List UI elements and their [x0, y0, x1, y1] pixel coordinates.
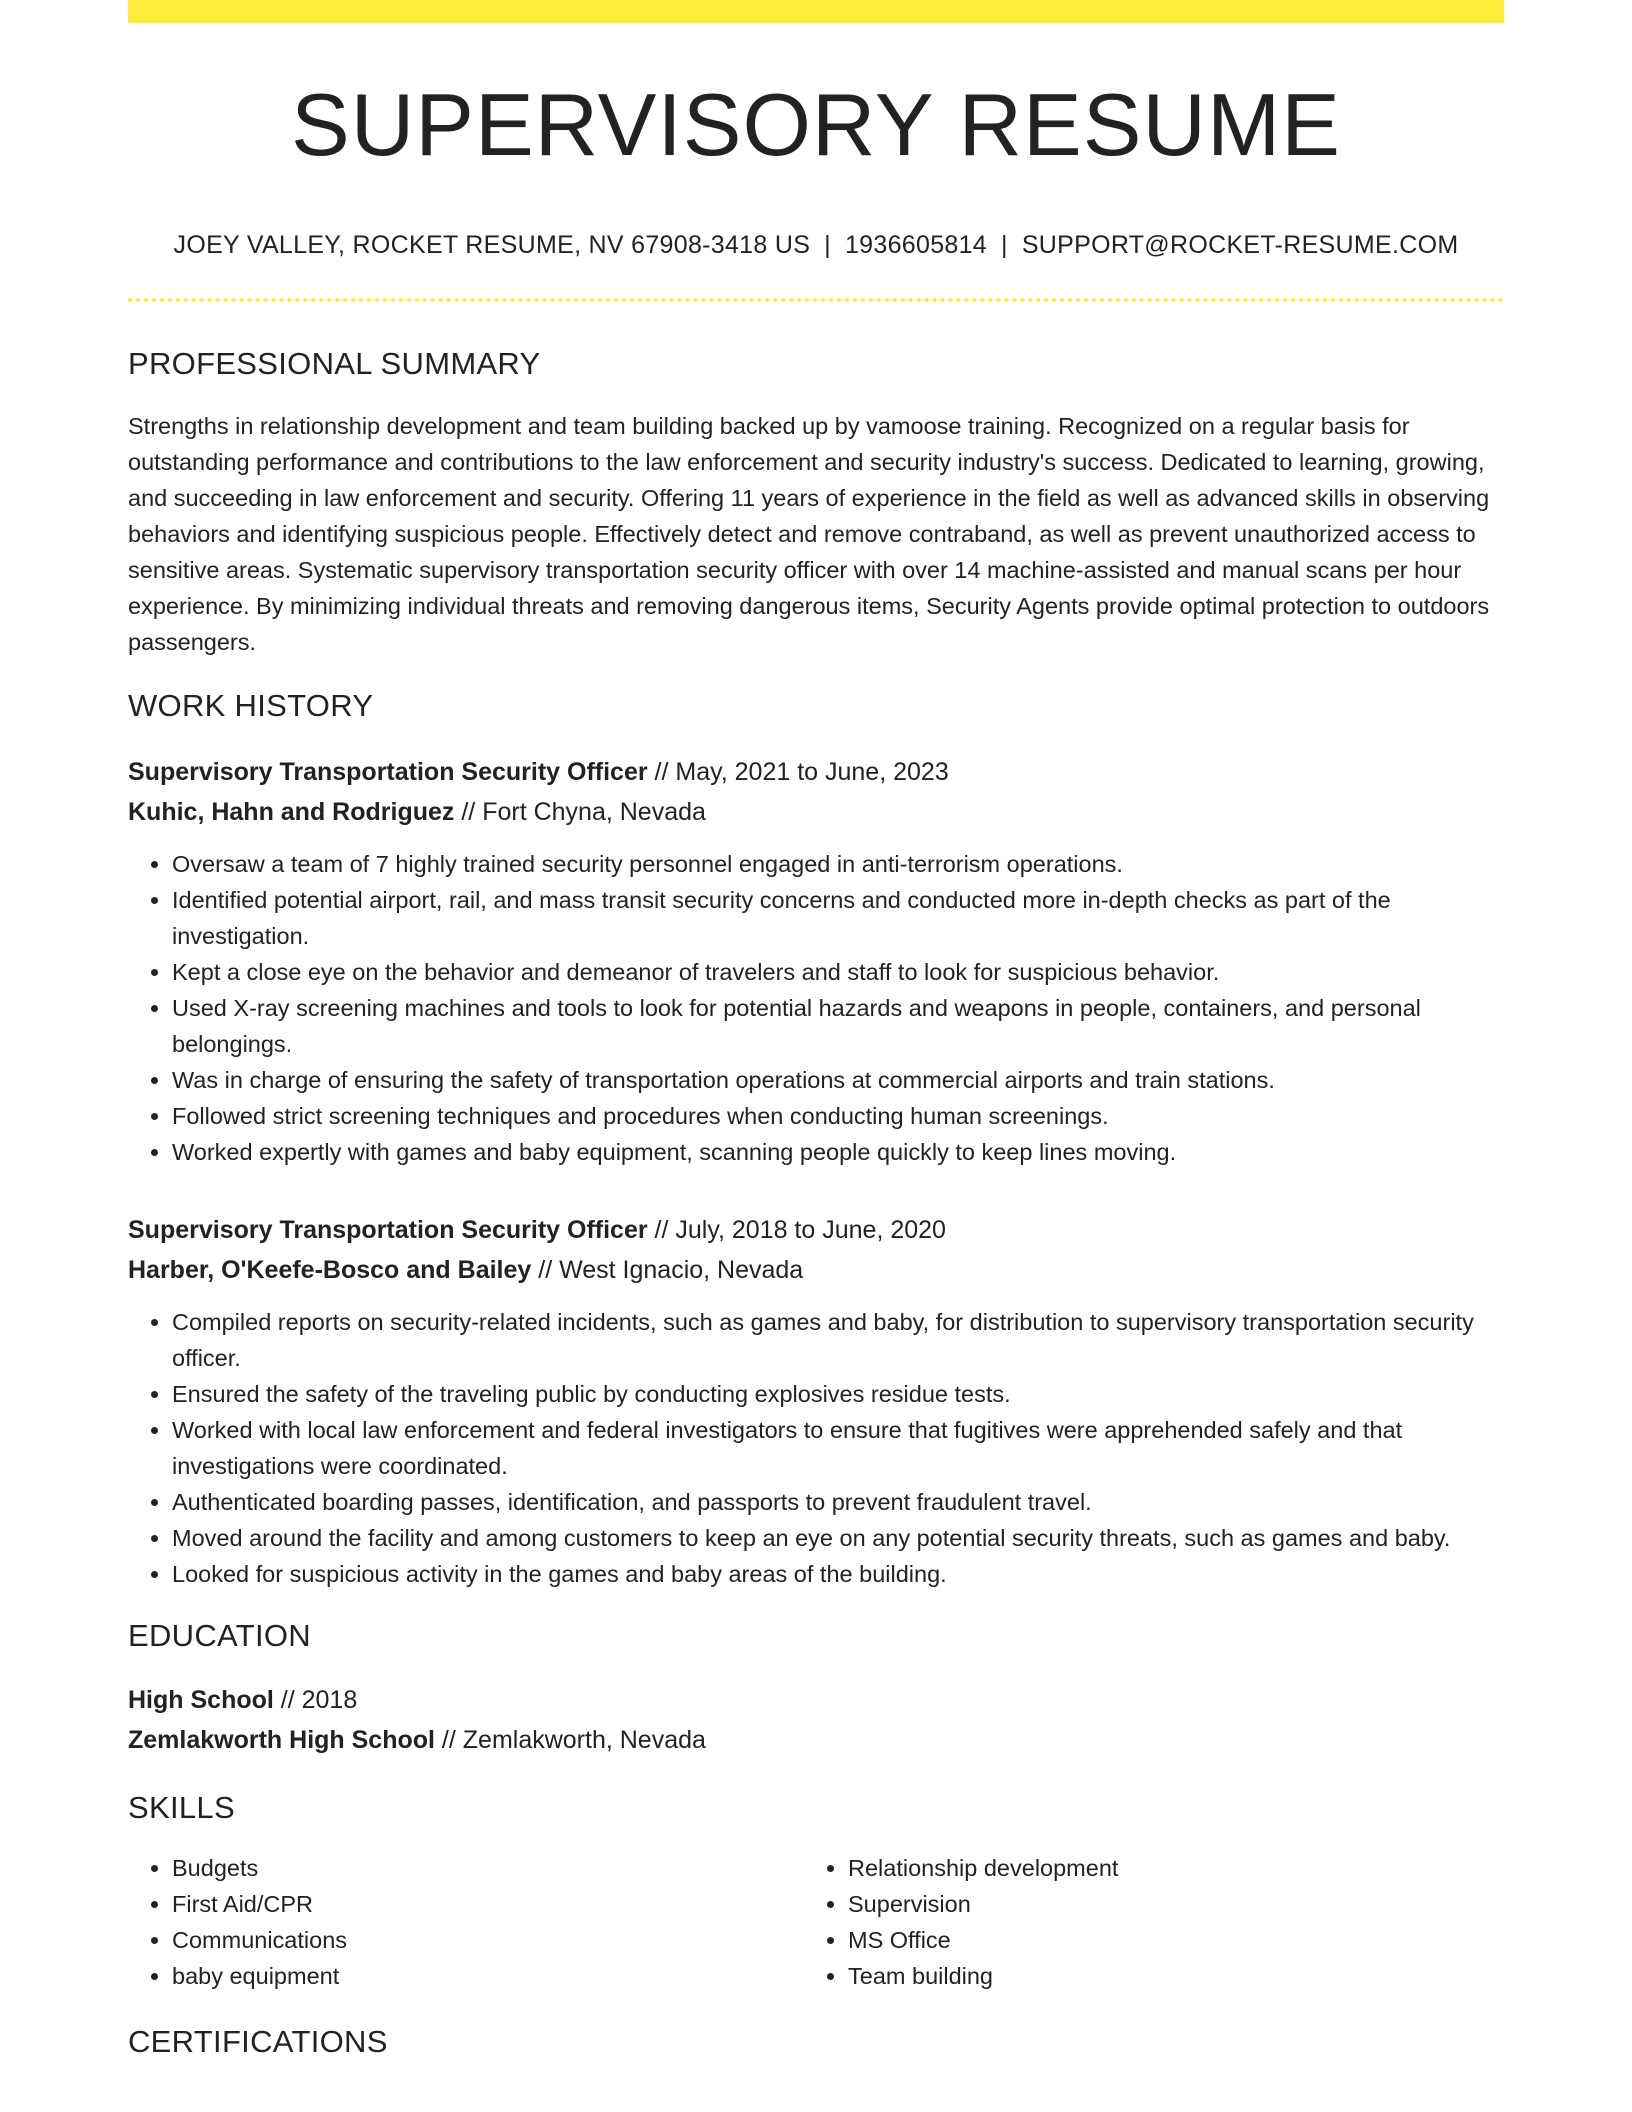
work-history-heading: WORK HISTORY [128, 688, 374, 723]
job-company-line [128, 1250, 1504, 1290]
job-dates: // May, 2021 to June, 2023 [647, 758, 949, 786]
skill-item: • MS Office [848, 1922, 1480, 1958]
job-entry [128, 752, 1504, 1170]
education-entry [128, 1680, 1504, 1760]
certifications-heading: CERTIFICATIONS [128, 2024, 388, 2059]
summary-heading: PROFESSIONAL SUMMARY [128, 346, 541, 381]
job-bullet: • Used X-ray screening machines and tools to look for potential hazards and weapons in people, containers, and personal belongings. [172, 990, 1504, 1062]
resume-title: SUPERVISORY RESUME [291, 75, 1341, 174]
job-bullet: • Compiled reports on security-related incidents, such as games and baby, for distribution to supervisory transportation security officer. [172, 1304, 1504, 1376]
education-degree: High School [128, 1686, 274, 1714]
skill-item: • Relationship development [848, 1850, 1480, 1886]
education-year: // 2018 [273, 1686, 358, 1714]
job-bullet: • Followed strict screening techniques and procedures when conducting human screenings. [172, 1098, 1504, 1134]
summary-text: Strengths in relationship development and team building backed up by vamoose training. Recognized on a regular basis for outstanding performance and contributions to the law enforcement and security industry's success. Dedicated to learning, growing, and succeeding in law enforcement and security. Offering 11 years of experience in the field as well as advanced skills in observing behaviors and identifying suspicious people. Effectively detect and remove contraband, as well as prevent unauthorized access to sensitive areas. Systematic supervisory transportation security officer with over 14 machine-assisted and manual scans per hour experience. By minimizing individual threats and removing dangerous items, Security Agents provide optimal protection to outdoors passengers. [128, 413, 1490, 655]
skills-heading: SKILLS [128, 1790, 235, 1825]
job-bullet: • Worked expertly with games and baby equipment, scanning people quickly to keep lines moving. [172, 1134, 1504, 1170]
education-heading: EDUCATION [128, 1618, 311, 1653]
contact-address: JOEY VALLEY, ROCKET RESUME, NV 67908-3418 US [173, 231, 811, 259]
job-title-line [128, 1210, 1504, 1250]
job-title: Supervisory Transportation Security Officer [128, 758, 648, 786]
job-bullet: • Looked for suspicious activity in the games and baby areas of the building. [172, 1556, 1504, 1592]
job-bullet: • Moved around the facility and among customers to keep an eye on any potential security threats, such as games and baby. [172, 1520, 1504, 1556]
dotted-divider [128, 298, 1504, 302]
accent-bar [128, 0, 1504, 23]
job-location: // West Ignacio, Nevada [531, 1256, 804, 1284]
skills-column-right [804, 1850, 1480, 1994]
job-bullet: • Authenticated boarding passes, identification, and passports to prevent fraudulent travel. [172, 1484, 1504, 1520]
skill-item: • Communications [172, 1922, 804, 1958]
job-bullet: • Worked with local law enforcement and federal investigators to ensure that fugitives were apprehended safely and that investigations were coordinated. [172, 1412, 1504, 1484]
skill-item: • Team building [848, 1958, 1480, 1994]
education-school: Zemlakworth High School [128, 1726, 435, 1754]
job-company: Kuhic, Hahn and Rodriguez [128, 798, 455, 826]
job-title: Supervisory Transportation Security Officer [128, 1216, 648, 1244]
job-bullet: • Kept a close eye on the behavior and demeanor of travelers and staff to look for suspicious behavior. [172, 954, 1504, 990]
contact-separator: | [1001, 231, 1008, 259]
skill-item: • First Aid/CPR [172, 1886, 804, 1922]
job-bullet: • Ensured the safety of the traveling public by conducting explosives residue tests. [172, 1376, 1504, 1412]
contact-separator: | [824, 231, 831, 259]
job-bullet: • Identified potential airport, rail, and mass transit security concerns and conducted more in-depth checks as part of the investigation. [172, 882, 1504, 954]
job-bullets [128, 1304, 1504, 1592]
job-company-line [128, 792, 1504, 832]
job-entry [128, 1210, 1504, 1592]
skills-column-left [128, 1850, 804, 1994]
education-school-line [128, 1720, 1504, 1760]
education-degree-line [128, 1680, 1504, 1720]
skill-item: • Budgets [172, 1850, 804, 1886]
skills-list [128, 1850, 1504, 1994]
job-bullet: • Was in charge of ensuring the safety of transportation operations at commercial airports and train stations. [172, 1062, 1504, 1098]
job-location: // Fort Chyna, Nevada [454, 798, 706, 826]
skill-item: • Supervision [848, 1886, 1480, 1922]
education-location: // Zemlakworth, Nevada [434, 1726, 706, 1754]
job-bullets [128, 846, 1504, 1170]
job-title-line [128, 752, 1504, 792]
contact-phone: 1936605814 [844, 231, 988, 259]
job-bullet: • Oversaw a team of 7 highly trained security personnel engaged in anti-terrorism operations. [172, 846, 1504, 882]
resume-page [128, 0, 1504, 2112]
contact-email: SUPPORT@ROCKET-RESUME.COM [1021, 231, 1459, 259]
job-company: Harber, O'Keefe-Bosco and Bailey [128, 1256, 532, 1284]
job-dates: // July, 2018 to June, 2020 [647, 1216, 946, 1244]
skill-item: • baby equipment [172, 1958, 804, 1994]
contact-line [128, 231, 1504, 260]
